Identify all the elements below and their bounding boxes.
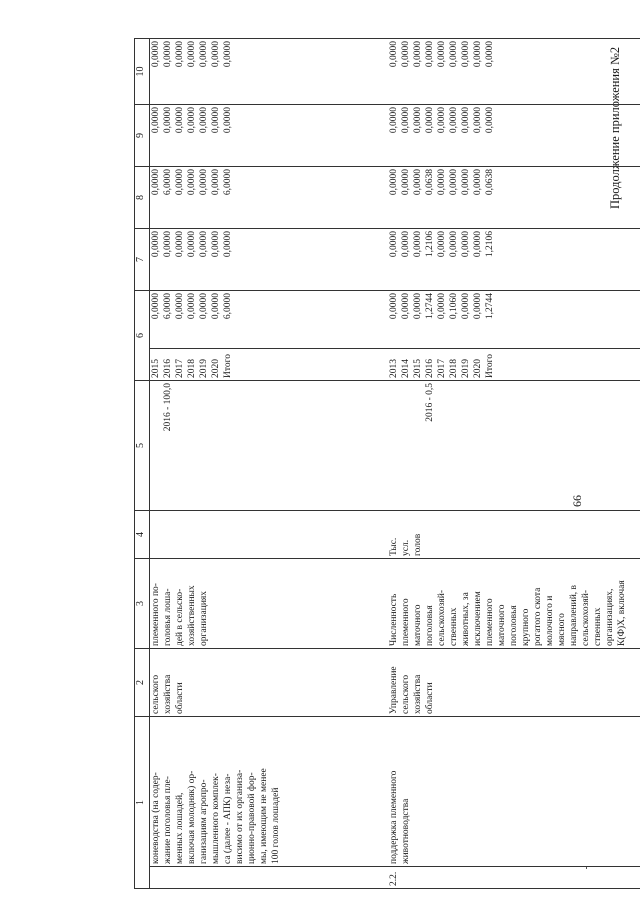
value: 0,0000 [223, 231, 233, 258]
value: 0,0000 [389, 107, 399, 134]
indicator-line: маточного [413, 604, 423, 646]
indicator-cell [150, 559, 389, 649]
value: 0,0000 [389, 169, 399, 196]
year-label: 2015 [413, 359, 423, 378]
baseline-cell [388, 381, 640, 511]
indicator-line: поголовья [509, 605, 519, 646]
indicator-line: ственных [449, 607, 459, 646]
indicator-line: головья лоша- [163, 588, 173, 646]
baseline-value: 2016 - 100,0 [163, 383, 173, 432]
indicator-line: молочного и [545, 595, 555, 646]
header-cell: 9 [135, 105, 150, 167]
indicator-line: ственных [593, 607, 603, 646]
value: 6,0000 [223, 169, 233, 196]
value: 0,0000 [473, 293, 483, 320]
value: 0,0000 [401, 293, 411, 320]
col10-cell [150, 39, 389, 105]
year-label: 2016 [425, 359, 435, 378]
year-label: 2018 [449, 359, 459, 378]
year-label: 2015 [151, 359, 161, 378]
executor-line: сельского [401, 674, 411, 714]
value: 0,0000 [401, 169, 411, 196]
value: 0,0000 [449, 231, 459, 258]
value: 0,0000 [473, 231, 483, 258]
year-label: 2017 [437, 359, 447, 378]
value: 0,0000 [437, 169, 447, 196]
measure-line: жание поголовья пле- [163, 776, 173, 864]
header-cell: 2 [135, 649, 150, 717]
value: 0,0000 [473, 41, 483, 68]
executor-line: сельского [151, 674, 161, 714]
value: 0,0000 [389, 41, 399, 68]
value: 0,0000 [413, 231, 423, 258]
value: 0,0000 [151, 231, 161, 258]
value: 0,0000 [389, 293, 399, 320]
value: 0,0000 [449, 107, 459, 134]
col6-cell [388, 291, 640, 349]
value: 0,0000 [425, 41, 435, 68]
value: 0,0000 [425, 107, 435, 134]
table-row [388, 39, 640, 889]
continuation-title: Продолжение приложения №2 [608, 46, 622, 209]
value: 0,0000 [413, 293, 423, 320]
col9-cell [150, 105, 389, 167]
header-cell: 1 [135, 717, 150, 889]
executor-line: области [425, 682, 435, 714]
year-label: 2019 [461, 359, 471, 378]
value: 0,0000 [461, 169, 471, 196]
value: 0,0000 [151, 41, 161, 68]
value: 1,2744 [425, 293, 435, 320]
measure-line: мы, имеющим не менее [259, 768, 269, 864]
value: 0,0000 [187, 231, 197, 258]
value: 6,0000 [163, 169, 173, 196]
value: 0,0000 [175, 169, 185, 196]
header-cell: 10 [135, 39, 150, 105]
value: 0,0000 [151, 293, 161, 320]
row-number [150, 867, 389, 889]
value: 0,0000 [187, 293, 197, 320]
value: 0,0000 [151, 169, 161, 196]
indicator-line: исключением [473, 591, 483, 646]
year-label: 2017 [175, 359, 185, 378]
measure-line: ганизациям агропро- [199, 779, 209, 864]
year-label: 2020 [211, 359, 221, 378]
program-table [134, 38, 640, 889]
value: 0,1060 [449, 293, 459, 320]
value: 0,0000 [401, 41, 411, 68]
value: 0,0000 [199, 293, 209, 320]
col9-cell [388, 105, 640, 167]
value: 0,0000 [413, 169, 423, 196]
col8-cell [150, 167, 389, 229]
measure-cell [150, 717, 389, 867]
indicator-line: рогатого скота [533, 587, 543, 646]
indicator-cell [388, 559, 640, 649]
years-cell [388, 349, 640, 381]
indicator-line: сельскохозяй- [437, 590, 447, 646]
value: 0,0000 [437, 41, 447, 68]
value: 0,0000 [199, 169, 209, 196]
value: 0,0000 [199, 231, 209, 258]
value: 0,0000 [223, 41, 233, 68]
value: 0,0000 [211, 41, 221, 68]
value: 0,0000 [211, 293, 221, 320]
value: 0,0000 [401, 107, 411, 134]
page-number: 66 [570, 495, 584, 507]
col7-cell [150, 229, 389, 291]
executor-cell [150, 649, 389, 717]
col6-cell [150, 291, 389, 349]
value: 0,0000 [163, 41, 173, 68]
baseline-cell [150, 381, 389, 511]
value: 0,0000 [187, 107, 197, 134]
indicator-line: хозяйственных [187, 585, 197, 646]
value: 0,0000 [437, 107, 447, 134]
value: 0,0000 [473, 107, 483, 134]
value: 0,0000 [223, 107, 233, 134]
measure-line: мышленного комплек- [211, 773, 221, 864]
col8-cell [388, 167, 640, 229]
measure-line: поддержка племенного [389, 770, 399, 864]
value: 0,0000 [163, 231, 173, 258]
row-number: 2.2. [388, 867, 640, 889]
indicator-line: поголовья [425, 605, 435, 646]
executor-cell [388, 649, 640, 717]
value: 1,2106 [425, 231, 435, 258]
value: 0,0000 [211, 169, 221, 196]
year-label: 2014 [401, 359, 411, 378]
executor-line: Управление [389, 666, 399, 714]
value: 0,0000 [473, 169, 483, 196]
measure-line: ционно-правовой фор- [247, 772, 257, 864]
value: 0,0000 [461, 231, 471, 258]
measure-line: са (далее - АПК) неза- [223, 773, 233, 864]
indicator-line: К(Ф)Х, включая [617, 580, 627, 646]
indicator-line: мясного [557, 613, 567, 646]
indicator-line: племенного [401, 598, 411, 646]
year-label: 2013 [389, 359, 399, 378]
baseline-value: 2016 - 0,5 [425, 383, 435, 422]
value: 0,0000 [401, 231, 411, 258]
measure-line: коневодства (на содер- [151, 772, 161, 864]
years-cell [150, 349, 389, 381]
header-cell: 5 [135, 381, 150, 511]
value: 0,0000 [437, 231, 447, 258]
unit-line: голов [413, 533, 423, 556]
value: 0,0000 [211, 107, 221, 134]
value: 0,0000 [187, 41, 197, 68]
header-cell: 8 [135, 167, 150, 229]
value: 0,0000 [199, 41, 209, 68]
value: 0,0000 [461, 293, 471, 320]
value: 0,0000 [199, 107, 209, 134]
measure-line: животноводства [401, 798, 411, 864]
value: 0,0000 [485, 107, 495, 134]
value: 0,0000 [413, 107, 423, 134]
indicator-line: маточного [497, 604, 507, 646]
indicator-line: дей в сельско- [175, 588, 185, 646]
year-label: 2020 [473, 359, 483, 378]
indicator-line: организациях, [605, 588, 615, 646]
header-cell: 7 [135, 229, 150, 291]
value: 0,0000 [389, 231, 399, 258]
value: 0,0000 [461, 41, 471, 68]
indicator-line: племенного [485, 598, 495, 646]
measure-line: 100 голов лошадей [271, 787, 281, 864]
year-label: Итого [223, 353, 233, 378]
value: 0,0000 [187, 169, 197, 196]
value: 0,0000 [449, 169, 459, 196]
year-label: 2018 [187, 359, 197, 378]
measure-line: висимо от их организа- [235, 769, 245, 864]
measure-line: включая молодняк) ор- [187, 770, 197, 864]
unit-cell [150, 511, 389, 559]
unit-line: Тыс. [389, 537, 399, 556]
value: 0,0000 [175, 107, 185, 134]
value: 0,0638 [425, 169, 435, 196]
value: 0,0000 [163, 107, 173, 134]
indicator-line: направлений, в [569, 584, 579, 646]
value: 0,0000 [461, 107, 471, 134]
table-row [150, 39, 389, 889]
indicator-line: животных, за [461, 592, 471, 646]
value: 1,2106 [485, 231, 495, 258]
indicator-line: крупного [521, 608, 531, 646]
year-label: 2019 [199, 359, 209, 378]
value: 0,0000 [151, 107, 161, 134]
value: 0,0000 [485, 41, 495, 68]
header-cell: 6 [135, 291, 150, 381]
value: 6,0000 [223, 293, 233, 320]
indicator-line: организациях [199, 590, 209, 646]
indicator-line: племенного по- [151, 583, 161, 646]
indicator-line: Численность [389, 593, 399, 646]
value: 6,0000 [163, 293, 173, 320]
col7-cell [388, 229, 640, 291]
value: 0,0000 [437, 293, 447, 320]
executor-line: области [175, 682, 185, 714]
col10-cell [388, 39, 640, 105]
indicator-line: сельскохозяй- [581, 590, 591, 646]
year-label: 2016 [163, 359, 173, 378]
value: 0,0000 [211, 231, 221, 258]
value: 0,0638 [485, 169, 495, 196]
header-cell: 4 [135, 511, 150, 559]
unit-line: усл. [401, 539, 411, 556]
executor-line: хозяйства [413, 674, 423, 714]
value: 0,0000 [175, 41, 185, 68]
value: 0,0000 [449, 41, 459, 68]
year-label: Итого [485, 353, 495, 378]
value: 0,0000 [413, 41, 423, 68]
value: 0,0000 [175, 293, 185, 320]
value: 1,2744 [485, 293, 495, 320]
measure-line: менных лошадей, [175, 792, 185, 864]
measure-cell [388, 717, 640, 867]
executor-line: хозяйства [163, 674, 173, 714]
unit-cell [388, 511, 640, 559]
value: 0,0000 [175, 231, 185, 258]
header-row [135, 39, 150, 889]
header-cell: 3 [135, 559, 150, 649]
